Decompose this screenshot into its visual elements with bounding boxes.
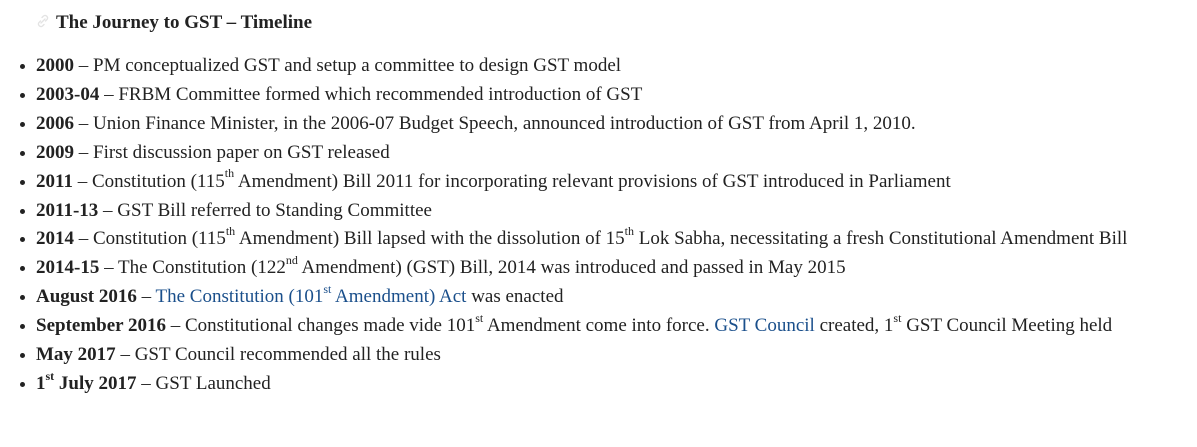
ordinal-suffix: th <box>224 166 235 181</box>
timeline-item-may-2017 <box>36 341 1127 370</box>
timeline-item-2011 <box>36 168 1127 197</box>
timeline-year: 2014-15 <box>36 257 100 279</box>
timeline-text <box>118 253 846 279</box>
timeline-item-2011-13 <box>36 197 1127 226</box>
timeline-item-september-2016 <box>36 312 1127 341</box>
timeline-text: First discussion paper on GST released <box>93 141 390 163</box>
text-part: Constitution (115 <box>91 170 225 192</box>
separator: – <box>141 286 152 308</box>
timeline-text: Union Finance Minister, in the 2006-07 Budget Speech, announced introduction of GST from April 1, 2010. <box>93 112 916 134</box>
text-part: Constitutional changes made vide 101 <box>185 315 476 337</box>
ordinal-suffix: st <box>475 310 484 325</box>
text-part: GST Council Meeting held <box>901 315 1113 337</box>
timeline-year: 2014 <box>36 228 74 250</box>
year-part: July 2017 <box>54 372 137 394</box>
link-text-part: Amendment) Act <box>331 286 467 308</box>
timeline-year: 2000 <box>36 55 74 76</box>
timeline-list <box>0 52 1127 399</box>
ordinal-suffix: st <box>893 310 902 325</box>
timeline-heading-wrap <box>36 12 312 34</box>
ordinal-suffix: nd <box>285 253 298 268</box>
timeline-text: PM conceptualized GST and setup a committee to design GST model <box>93 55 622 76</box>
timeline-text: GST Council recommended all the rules <box>134 344 441 366</box>
separator: – <box>103 199 113 221</box>
text-part: Lok Sabha, necessitating a fresh Constitutional Amendment Bill <box>634 228 1128 250</box>
timeline-year: 2009 <box>36 141 74 163</box>
timeline-year: September 2016 <box>36 315 166 337</box>
text-part: Amendment) Bill 2011 for incorporating relevant provisions of GST introduced in Parliament <box>234 170 951 192</box>
timeline-item-2014 <box>36 225 1127 254</box>
timeline-item-august-2016 <box>36 283 1127 312</box>
text-part: Amendment) (GST) Bill, 2014 was introduced and passed in May 2015 <box>297 257 846 279</box>
gst-council-link[interactable]: GST Council <box>714 315 815 337</box>
separator: – <box>78 112 89 134</box>
text-part: created, 1 <box>814 315 894 337</box>
link-text-part: The Constitution (101 <box>155 286 324 308</box>
page-title: The Journey to GST – Timeline <box>56 12 313 33</box>
timeline-item-2014-15 <box>36 254 1127 283</box>
timeline-year <box>36 368 137 394</box>
separator: – <box>170 315 181 337</box>
text-part: Constitution (115 <box>93 228 226 250</box>
separator: – <box>120 344 130 366</box>
text-part: Amendment come into force. <box>483 315 715 337</box>
timeline-year: May 2017 <box>36 344 116 366</box>
timeline-item-2003-04 <box>36 81 1127 110</box>
timeline-text <box>185 310 1113 337</box>
timeline-text: FRBM Committee formed which recommended introduction of GST <box>118 83 643 105</box>
timeline-item-july-2017 <box>36 370 1127 399</box>
timeline-year: August 2016 <box>36 286 137 308</box>
timeline-year: 2006 <box>36 112 74 134</box>
timeline-text: GST Bill referred to Standing Committee <box>117 199 432 221</box>
ordinal-suffix: th <box>225 224 236 239</box>
year-part: 1 <box>36 372 46 394</box>
ordinal-suffix: th <box>624 224 635 239</box>
timeline-year: 2011 <box>36 170 73 192</box>
timeline-text: GST Launched <box>155 372 271 394</box>
timeline-year: 2011-13 <box>36 199 99 221</box>
text-part: Amendment) Bill lapsed with the dissolution of 15 <box>235 228 625 250</box>
separator: – <box>78 228 89 250</box>
separator: – <box>78 55 89 76</box>
separator: – <box>77 170 88 192</box>
timeline-text <box>91 166 951 192</box>
separator: – <box>141 372 151 394</box>
separator: – <box>78 141 89 163</box>
separator: – <box>104 257 114 279</box>
ordinal-suffix: st <box>323 281 332 296</box>
constitution-101st-amendment-link[interactable] <box>155 281 467 308</box>
timeline-year: 2003-04 <box>36 83 100 105</box>
timeline-text <box>93 224 1128 250</box>
link-anchor-icon[interactable] <box>36 14 50 28</box>
ordinal-suffix: st <box>45 368 55 383</box>
separator: – <box>104 83 114 105</box>
timeline-item-2006 <box>36 110 1127 139</box>
timeline-text: was enacted <box>466 286 564 308</box>
text-part: The Constitution (122 <box>118 257 286 279</box>
timeline-item-2000 <box>36 52 1127 81</box>
timeline-item-2009 <box>36 139 1127 168</box>
